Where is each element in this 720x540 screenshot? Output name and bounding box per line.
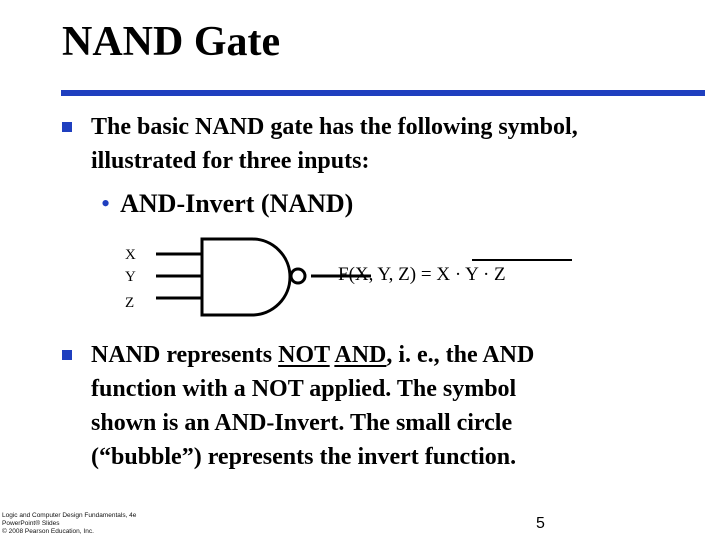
bullet-square-icon [62,122,72,132]
input-label-x: X [125,247,136,263]
text-run: , i. e., the AND [386,342,535,368]
and-body-shape [202,239,290,315]
bullet-line: shown is an AND-Invert. The small circle [91,410,513,436]
bullet-nand-represents [91,338,691,474]
footer-line: PowerPoint® Slides [2,520,60,527]
underlined-not: NOT [278,342,330,368]
sub-bullet [101,186,353,222]
input-label-z: Z [125,295,135,311]
footer-line: © 2008 Pearson Education, Inc. [2,528,94,535]
input-label-y: Y [125,269,136,285]
slide-footer [2,512,136,536]
bullet-basic-nand [91,110,691,178]
function-prefix: F(X, Y, Z) = [338,264,437,285]
page-number: 5 [536,515,545,532]
title-divider [61,90,705,96]
sub-bullet-text: AND-Invert (NAND) [120,189,354,218]
bullet-line: The basic NAND gate has the following symbol, [91,114,578,140]
function-overlined-term: X · Y · Z [436,264,506,285]
complement-bar [472,259,572,261]
slide-title: NAND Gate [62,19,281,65]
footer-line: Logic and Computer Design Fundamentals, 4e [2,512,137,519]
nand-gate-symbol [118,236,318,320]
underlined-and: AND [334,342,387,368]
bullet-line [91,338,691,372]
bullet-line: (“bubble”) represents the invert function. [91,444,517,470]
bullet-square-icon [62,350,72,360]
bullet-line: illustrated for three inputs: [91,148,370,174]
bullet-dot-icon: • [101,189,111,218]
gate-function [338,262,506,288]
invert-bubble [291,269,305,283]
text-run: NAND represents [91,342,279,368]
bullet-line: function with a NOT applied. The symbol [91,376,517,402]
